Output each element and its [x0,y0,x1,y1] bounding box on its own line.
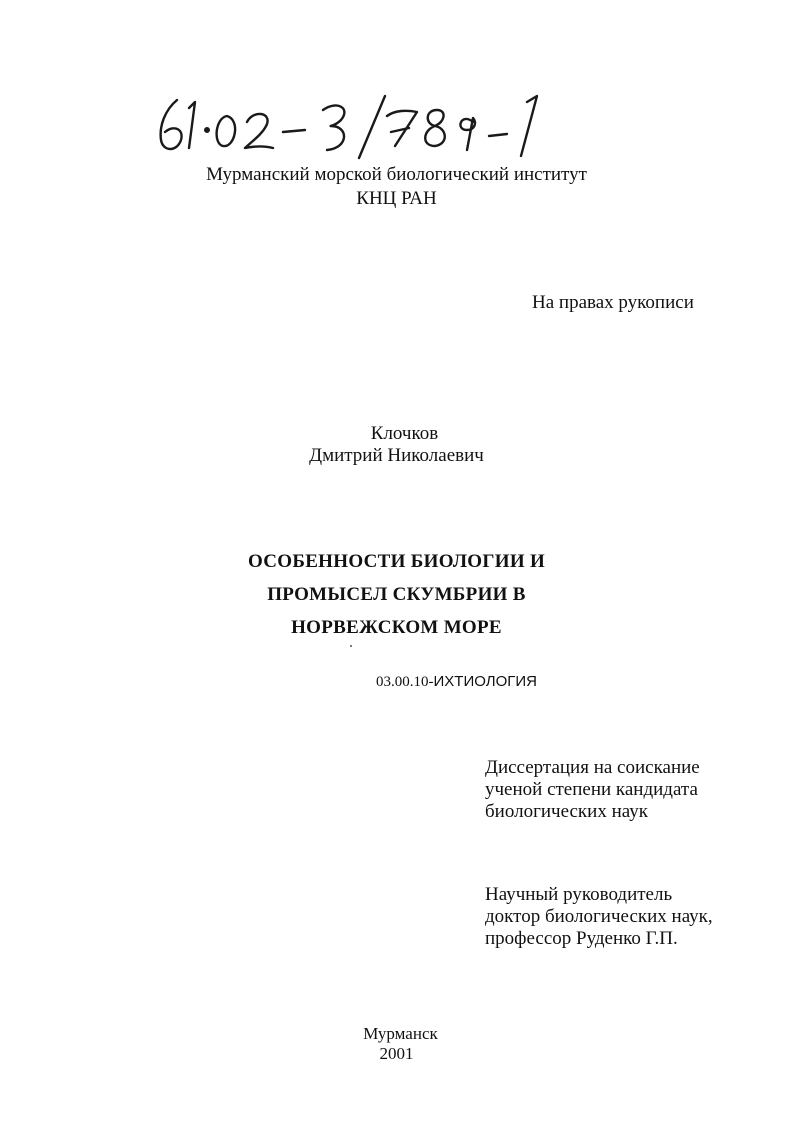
supervisor-line-3: профессор Руденко Г.П. [485,928,678,949]
title-line-2: ПРОМЫСЕЛ СКУМБРИИ В [267,584,526,605]
institute-line-1: Мурманский морской биологический институт [206,164,587,185]
supervisor-block [485,884,713,950]
title-line-1: ОСОБЕННОСТИ БИОЛОГИИ И [247,551,546,572]
dissertation-line-1: Диссертация на соискание [485,757,700,778]
handwritten-catalog-number [155,86,575,166]
dissertation-line-3: биологических наук [485,801,648,822]
handwritten-number-drawing [155,86,575,166]
author-block [0,423,793,467]
footer-year: 2001 [379,1044,414,1063]
manuscript-rights: На правах рукописи [532,292,694,313]
institute-line-2: КНЦ РАН [356,188,437,209]
dissertation-statement [485,757,700,823]
footer-place-year [0,1024,793,1064]
supervisor-line-2: доктор биологических наук, [485,906,713,927]
dissertation-title [0,545,793,644]
specialty-name: ИХТИОЛОГИЯ [433,673,537,690]
author-name: Дмитрий Николаевич [309,445,484,466]
institute-name [0,164,793,210]
specialty [376,673,537,691]
dissertation-line-2: ученой степени кандидата [485,779,698,800]
supervisor-line-1: Научный руководитель [485,884,673,905]
specialty-code: 03.00.10- [376,674,434,690]
scan-speck [350,645,352,647]
footer-city: Мурманск [363,1024,438,1043]
author-surname: Клочков [370,423,439,444]
title-line-3: НОРВЕЖСКОМ МОРЕ [291,617,502,638]
